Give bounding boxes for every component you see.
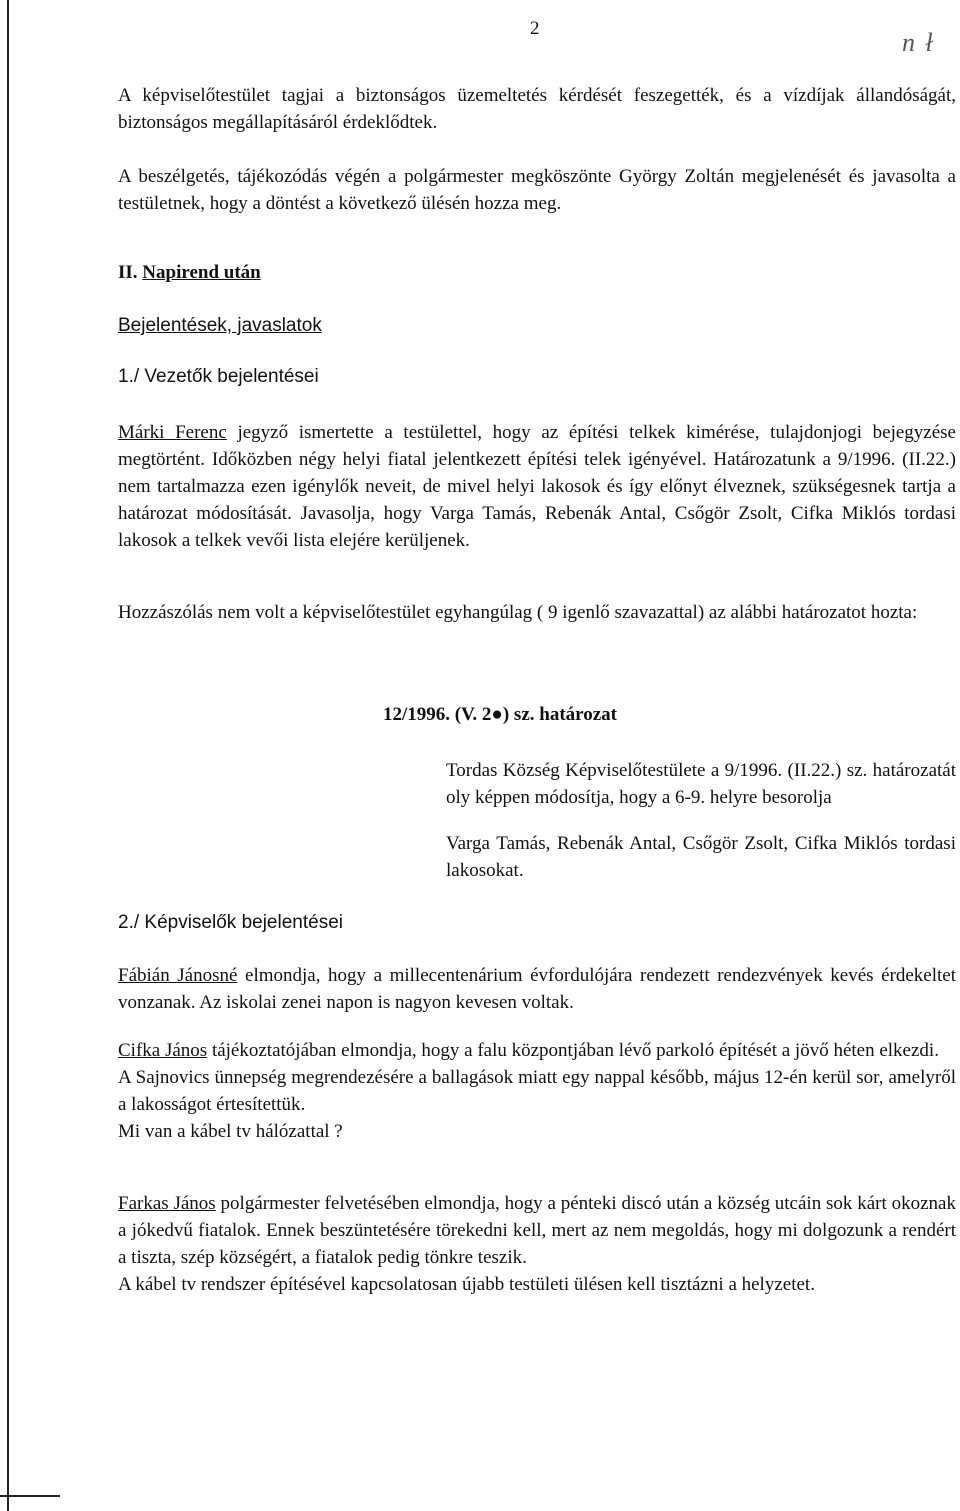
resolution-title: 12/1996. (V. 2●) sz. határozat — [383, 704, 618, 725]
handwritten-margin-note: n ł — [902, 28, 935, 57]
paragraph-2: A beszélgetés, tájékozódás végén a polgármester megköszönte György Zoltán megjelenését és javasolta a testületnek, hogy a döntést a következő ülésén hozza meg. — [118, 166, 956, 214]
speaker-name: Farkas János — [118, 1193, 216, 1214]
section-heading — [118, 262, 261, 284]
paragraph-line — [118, 1037, 956, 1064]
paragraph-text: tájékoztatójában elmondja, hogy a falu központjában lévő parkoló építését a jövő héten elkezdi. — [207, 1040, 939, 1061]
resolution-body-1: Tordas Község Képviselőtestülete a 9/1996. (II.22.) sz. határozatát oly képpen módosítja, hogy a 6-9. helyre besorolja — [446, 760, 956, 808]
vote-paragraph: Hozzászólás nem volt a képviselőtestület egyhangúlag ( 9 igenlő szavazattal) az alábbi határozatot hozta: — [118, 602, 918, 623]
paragraph-text: polgármester felvetésében elmondja, hogy a pénteki discó után a község utcáin sok kárt okoznak a jókedvű fiatalok. Ennek beszüntetésére törekedni kell, mert az nem megoldás, hogy mi dolgozunk a rendért a tiszta, szép községért, a fiatalok pedig tönkre teszik. — [118, 1193, 956, 1268]
item-2-paragraph-2 — [118, 1037, 956, 1145]
left-margin-rule — [7, 0, 9, 1511]
section-numeral: II. — [118, 262, 138, 283]
paragraph-text: elmondja, hogy a millecentenárium évfordulójára rendezett rendezvények kevés érdekeltet vonzanak. Az iskolai zenei napon is nagyon kevesen voltak. — [118, 965, 956, 1013]
item-1-heading: 1./ Vezetők bejelentései — [118, 366, 319, 387]
page-number: 2 — [530, 18, 540, 39]
section-title: Napirend után — [142, 262, 261, 283]
margin-tick-mark — [0, 1495, 60, 1497]
paragraph-line: Mi van a kábel tv hálózattal ? — [118, 1121, 343, 1142]
item-1-paragraph — [118, 419, 956, 554]
speaker-name: Márki Ferenc — [118, 422, 227, 443]
speaker-name: Fábián Jánosné — [118, 965, 238, 986]
item-2-heading: 2./ Képviselők bejelentései — [118, 912, 343, 933]
section-subtitle: Bejelentések, javaslatok — [118, 315, 322, 336]
speaker-name: Cifka János — [118, 1040, 208, 1061]
paragraph-line — [118, 1190, 956, 1271]
paragraph-line: A kábel tv rendszer építésével kapcsolatosan újabb testületi ülésen kell tisztázni a helyzetet. — [118, 1274, 815, 1295]
item-2-paragraph-1 — [118, 962, 956, 1016]
paragraph-line: A Sajnovics ünnepség megrendezésére a ballagások miatt egy nappal később, május 12-én kerül sor, amelyről a lakosságot értesítettük. — [118, 1067, 956, 1115]
item-2-paragraph-3 — [118, 1190, 956, 1298]
item-1-text: jegyző ismertette a testülettel, hogy az építési telkek kimérése, tulajdonjogi bejegyzése megtörtént. Időközben négy helyi fiatal jelentkezett építési telek igényével. Határozatunk a 9/1996. (II.22.) nem tartalmazza ezen igénylők neveit, de mivel helyi lakosok és így előnyt élveznek, szükségesnek tartja a határozat módosítását. Javasolja, hogy Varga Tamás, Rebenák Antal, Csőgör Zsolt, Cifka Miklós tordasi lakosok a telkek vevői lista elejére kerüljenek. — [118, 422, 956, 551]
resolution-body-2: Varga Tamás, Rebenák Antal, Csőgör Zsolt, Cifka Miklós tordasi lakosokat. — [446, 833, 956, 881]
paragraph-1: A képviselőtestület tagjai a biztonságos üzemeltetés kérdését feszegették, és a vízdíjak állandóságát, biztonságos megállapításáról érdeklődtek. — [118, 85, 956, 133]
